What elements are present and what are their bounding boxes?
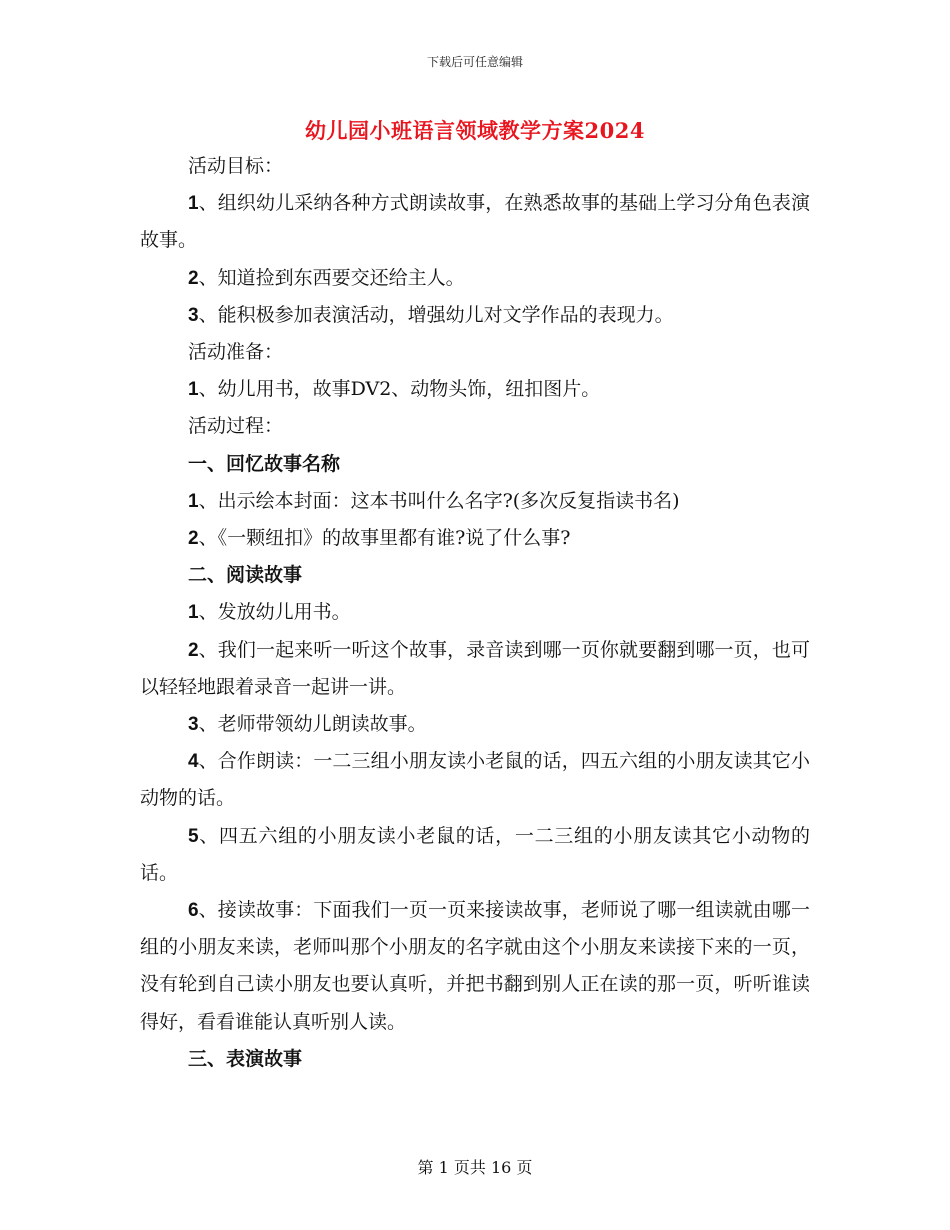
heading-recall-story: 一、回忆故事名称 [188,452,341,475]
section-label-process: 活动过程： [188,415,284,438]
goal-item-3: 3、能积极参加表演活动，增强幼儿对文学作品的表现力。 [188,303,674,326]
heading-read-story: 二、阅读故事 [188,564,303,587]
section-label-preparation: 活动准备： [188,341,284,364]
read-item-2: 2、我们一起来听一听这个故事，录音读到哪一页你就要翻到哪一页，也可以轻轻地跟着录音一起讲一讲。 [140,638,810,698]
preparation-item-1: 1、幼儿用书，故事DV2、动物头饰，纽扣图片。 [188,378,601,401]
read-item-1: 1、发放幼儿用书。 [188,601,351,624]
read-item-3: 3、老师带领幼儿朗读故事。 [188,713,427,736]
recall-item-1: 1、出示绘本封面：这本书叫什么名字?(多次反复指读书名) [188,489,680,512]
goal-item-1: 1、组织幼儿采纳各种方式朗读故事，在熟悉故事的基础上学习分角色表演故事。 [140,192,810,252]
read-item-5: 5、四五六组的小朋友读小老鼠的话，一二三组的小朋友读其它小动物的话。 [140,824,810,884]
document-body [140,148,810,1078]
heading-perform-story: 三、表演故事 [188,1047,303,1070]
page-header: 下载后可任意编辑 [426,55,523,69]
recall-item-2: 2、《一颗纽扣》的故事里都有谁?说了什么事? [188,527,571,550]
page-footer: 第 1 页共 16 页 [417,1158,533,1177]
read-item-4: 4、合作朗读：一二三组小朋友读小老鼠的话，四五六组的小朋友读其它小动物的话。 [140,750,810,810]
document-title: 幼儿园小班语言领域教学方案2024 [305,118,645,143]
section-label-goals: 活动目标： [188,155,284,177]
read-item-6: 6、接读故事：下面我们一页一页来接读故事，老师说了哪一组读就由哪一组的小朋友来读，老师叫那个小朋友的名字就由这个小朋友来读接下来的一页，没有轮到自己读小朋友也要认真听，并把书翻到别人正在读的那一页，听听谁读得好，看看谁能认真听别人读。 [140,899,810,1033]
goal-item-2: 2、知道捡到东西要交还给主人。 [188,266,465,289]
